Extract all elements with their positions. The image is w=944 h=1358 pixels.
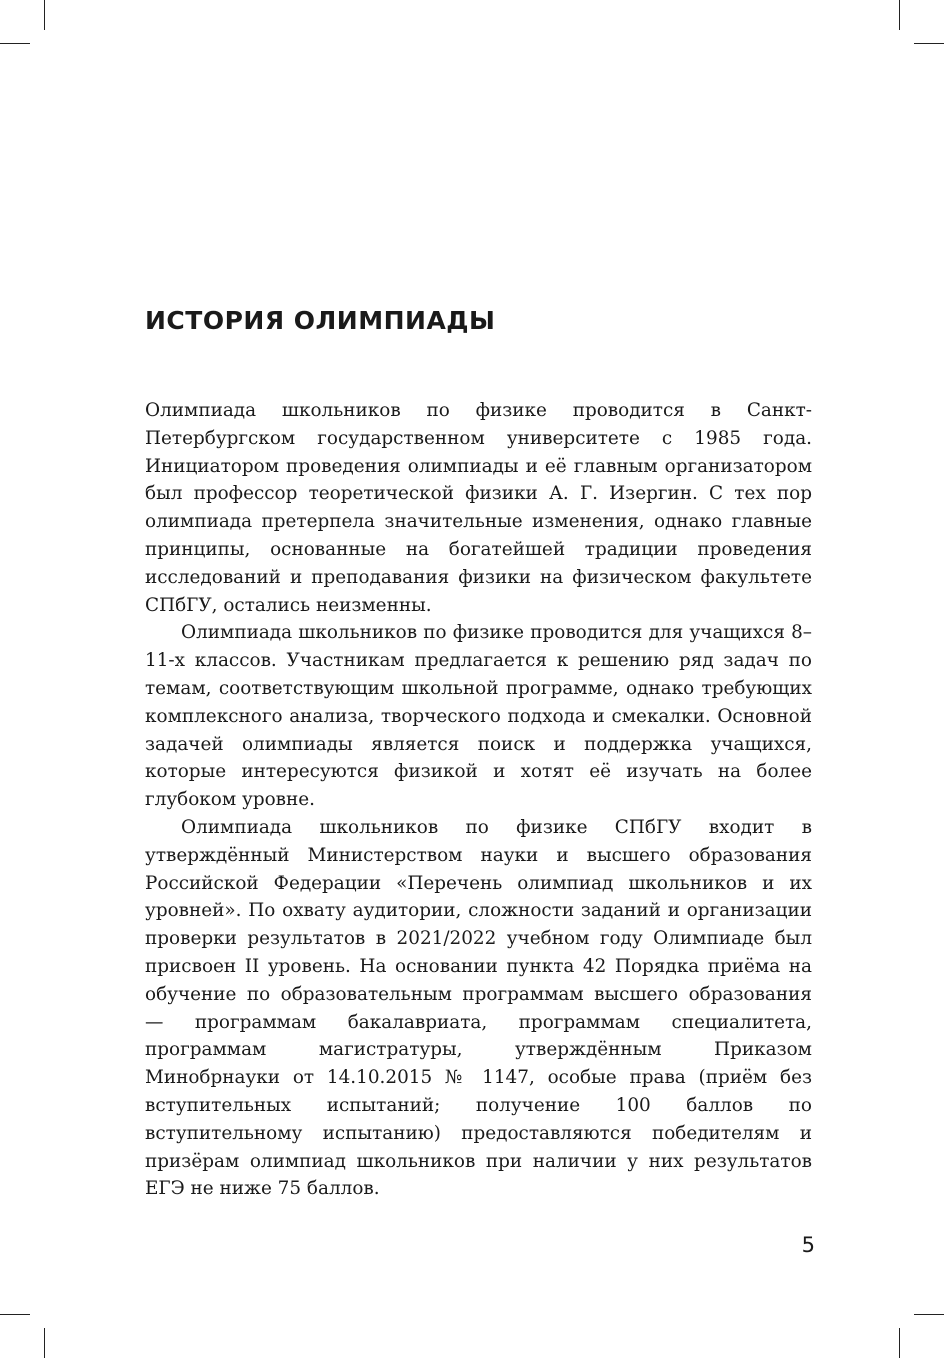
crop-mark-bottom-right-vertical bbox=[899, 1328, 900, 1358]
paragraph-participants: Олимпиада школьников по физике проводится для учащихся 8–11-х классов. Участникам предлагается к решению ряд задач по темам, соответствующим школьной программе, однако требующих комплексного анализа, творческого подхода и смекалки. Основной задачей олимпиады является поиск и поддержка учащихся, которые интересуются физикой и хотят её изучать на более глубоком уровне. bbox=[145, 622, 812, 811]
page-number: 5 bbox=[801, 1233, 815, 1257]
paragraph-status: Олимпиада школьников по физике СПбГУ входит в утверждённый Министерством науки и высшего образования Российской Федерации «Перечень олимпиад школьников и их уровней». По охвату аудитории, сложности заданий и организации проверки результатов в 2021/2022 учебном году Олимпиаде был присвоен II уровень. На основании пункта 42 Порядка приёма на обучение по образовательным программам высшего образования — программам бакалавриата, программам специалитета, программам магистратуры, утверждённым Приказом Минобрнауки от 14.10.2015 № 1147, особые права (приём без вступительных испытаний; получение 100 баллов по вступительному испытанию) предоставляются победителям и призёрам олимпиад школьников при наличии у них результатов ЕГЭ не ниже 75 баллов. bbox=[145, 816, 812, 1200]
chapter-title: ИСТОРИЯ ОЛИМПИАДЫ bbox=[145, 306, 496, 335]
crop-mark-bottom-right-horizontal bbox=[914, 1314, 944, 1315]
chapter-body bbox=[145, 397, 812, 1203]
crop-mark-bottom-left-horizontal bbox=[0, 1314, 30, 1315]
crop-mark-top-right-horizontal bbox=[914, 43, 944, 44]
crop-mark-top-left-horizontal bbox=[0, 43, 30, 44]
paragraph-intro: Олимпиада школьников по физике проводится в Санкт-Петербургском государственном университете с 1985 года. Инициатором проведения олимпиады и её главным организатором был профессор теоретической физики А. Г. Изергин. С тех пор олимпиада претерпела значительные изменения, однако главные принципы, основанные на богатейшей традиции проведения исследований и преподавания физики на физическом факультете СПбГУ, остались неизменны. bbox=[145, 400, 812, 616]
crop-mark-bottom-left-vertical bbox=[44, 1328, 45, 1358]
crop-mark-top-left-vertical bbox=[44, 0, 45, 30]
crop-mark-top-right-vertical bbox=[899, 0, 900, 30]
